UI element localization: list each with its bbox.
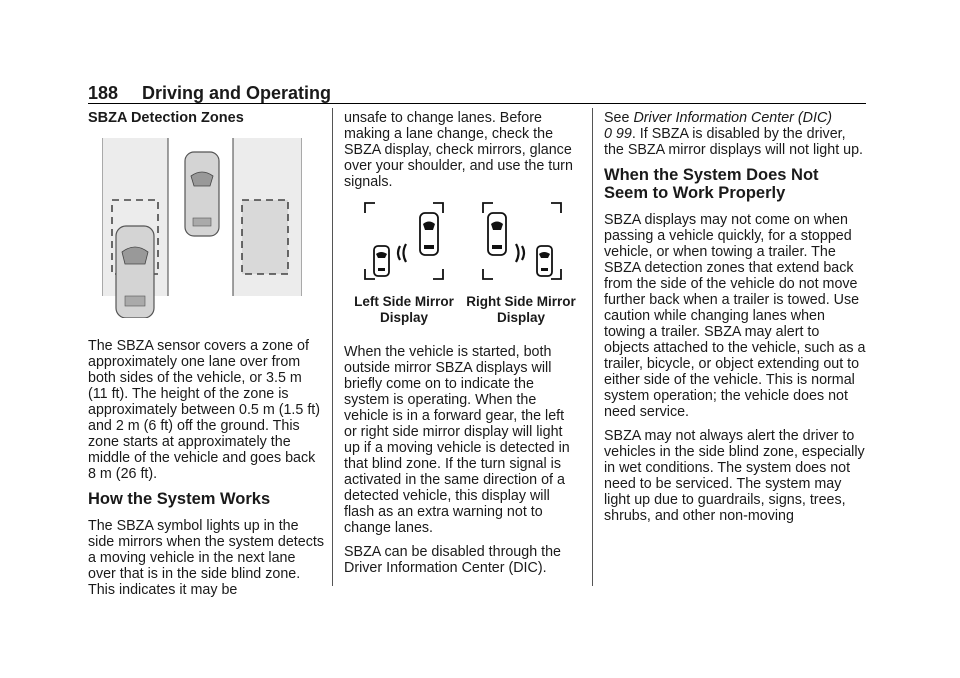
- column-3: [604, 110, 866, 532]
- page-reference[interactable]: 0 99: [604, 126, 632, 142]
- header-rule: [88, 103, 866, 104]
- limitations-paragraph: SBZA displays may not come on when passing a vehicle quickly, for a stopped vehicle, or when towing a trailer. The SBZA detection zones that extend back from the side of the vehicle do not move further back when a trailer is towed. Use caution while changing lanes when towing a trailer. SBZA may alert to objects attached to the vehicle, such as a trailer, bicycle, or object extending out to either side of the vehicle. This is normal system operation; the vehicle does not need service.: [604, 212, 866, 420]
- mirror-displays-illustration: [344, 198, 580, 290]
- dic-reference-paragraph: [604, 110, 866, 158]
- startup-paragraph: When the vehicle is started, both outside mirror SBZA displays will briefly come on to indicate the system is operating. When the vehicle is in a forward gear, the left or right side mirror display will light up if a moving vehicle is detected in that blind zone. If the turn signal is activated in the same direction of a detected vehicle, this display will flash as an extra warning not to change lanes.: [344, 344, 570, 536]
- column-divider-1: [332, 108, 333, 586]
- detection-zones-subheading: SBZA Detection Zones: [88, 110, 244, 126]
- left-mirror-label: Left Side Mirror Display: [354, 294, 454, 325]
- column-1: [88, 110, 324, 606]
- column-2: [344, 110, 580, 584]
- lane-change-paragraph: unsafe to change lanes. Before making a lane change, check the SBZA display, check mirrors, glance over your shoulder, and use the turn signals.: [344, 110, 573, 190]
- disable-paragraph: SBZA can be disabled through the Driver Information Center (DIC).: [344, 544, 561, 576]
- right-warning-signal-icon: [516, 244, 524, 262]
- column-divider-2: [592, 108, 593, 586]
- mirror-labels: [344, 294, 580, 330]
- right-mirror-label: Right Side Mirror Display: [466, 294, 576, 325]
- wet-conditions-paragraph: SBZA may not always alert the driver to vehicles in the side blind zone, especially in wet conditions. The system does not need to be serviced. The system may light up due to guardrails, signs, trees, shrubs, and other non-moving: [604, 428, 865, 524]
- left-mirror-car-near: [420, 213, 438, 255]
- right-mirror-car-far: [537, 246, 552, 276]
- page-number: 188: [88, 83, 119, 103]
- symbol-paragraph: The SBZA symbol lights up in the side mirrors when the system detects a moving vehicle in the next lane over that is in the side blind zone. This indicates it may be: [88, 518, 324, 598]
- left-warning-signal-icon: [398, 244, 406, 262]
- how-system-works-heading: How the System Works: [88, 490, 271, 508]
- see-text: See: [604, 110, 630, 126]
- detection-zones-illustration: [102, 138, 302, 318]
- not-working-heading: When the System Does Not Seem to Work Properly: [604, 166, 819, 202]
- left-mirror-car-far: [374, 246, 389, 276]
- zone-description-paragraph: The SBZA sensor covers a zone of approximately one lane over from both sides of the vehicle, or 3.5 m (11 ft). The height of the zone is approximately between 0.5 m (1.5 ft) and 2 m (6 ft) off the ground. This zone starts at approximately the middle of the vehicle and goes back 8 m (26 ft).: [88, 338, 321, 482]
- ahead-car: [185, 152, 219, 236]
- dic-reference-link[interactable]: Driver Information Center (DIC): [633, 110, 833, 126]
- right-mirror-car-near: [488, 213, 506, 255]
- blind-zone-car: [116, 226, 154, 318]
- disabled-note: . If SBZA is disabled by the driver, the SBZA mirror displays will not light up.: [604, 126, 864, 158]
- page-header: [88, 83, 331, 104]
- section-title: Driving and Operating: [142, 83, 332, 103]
